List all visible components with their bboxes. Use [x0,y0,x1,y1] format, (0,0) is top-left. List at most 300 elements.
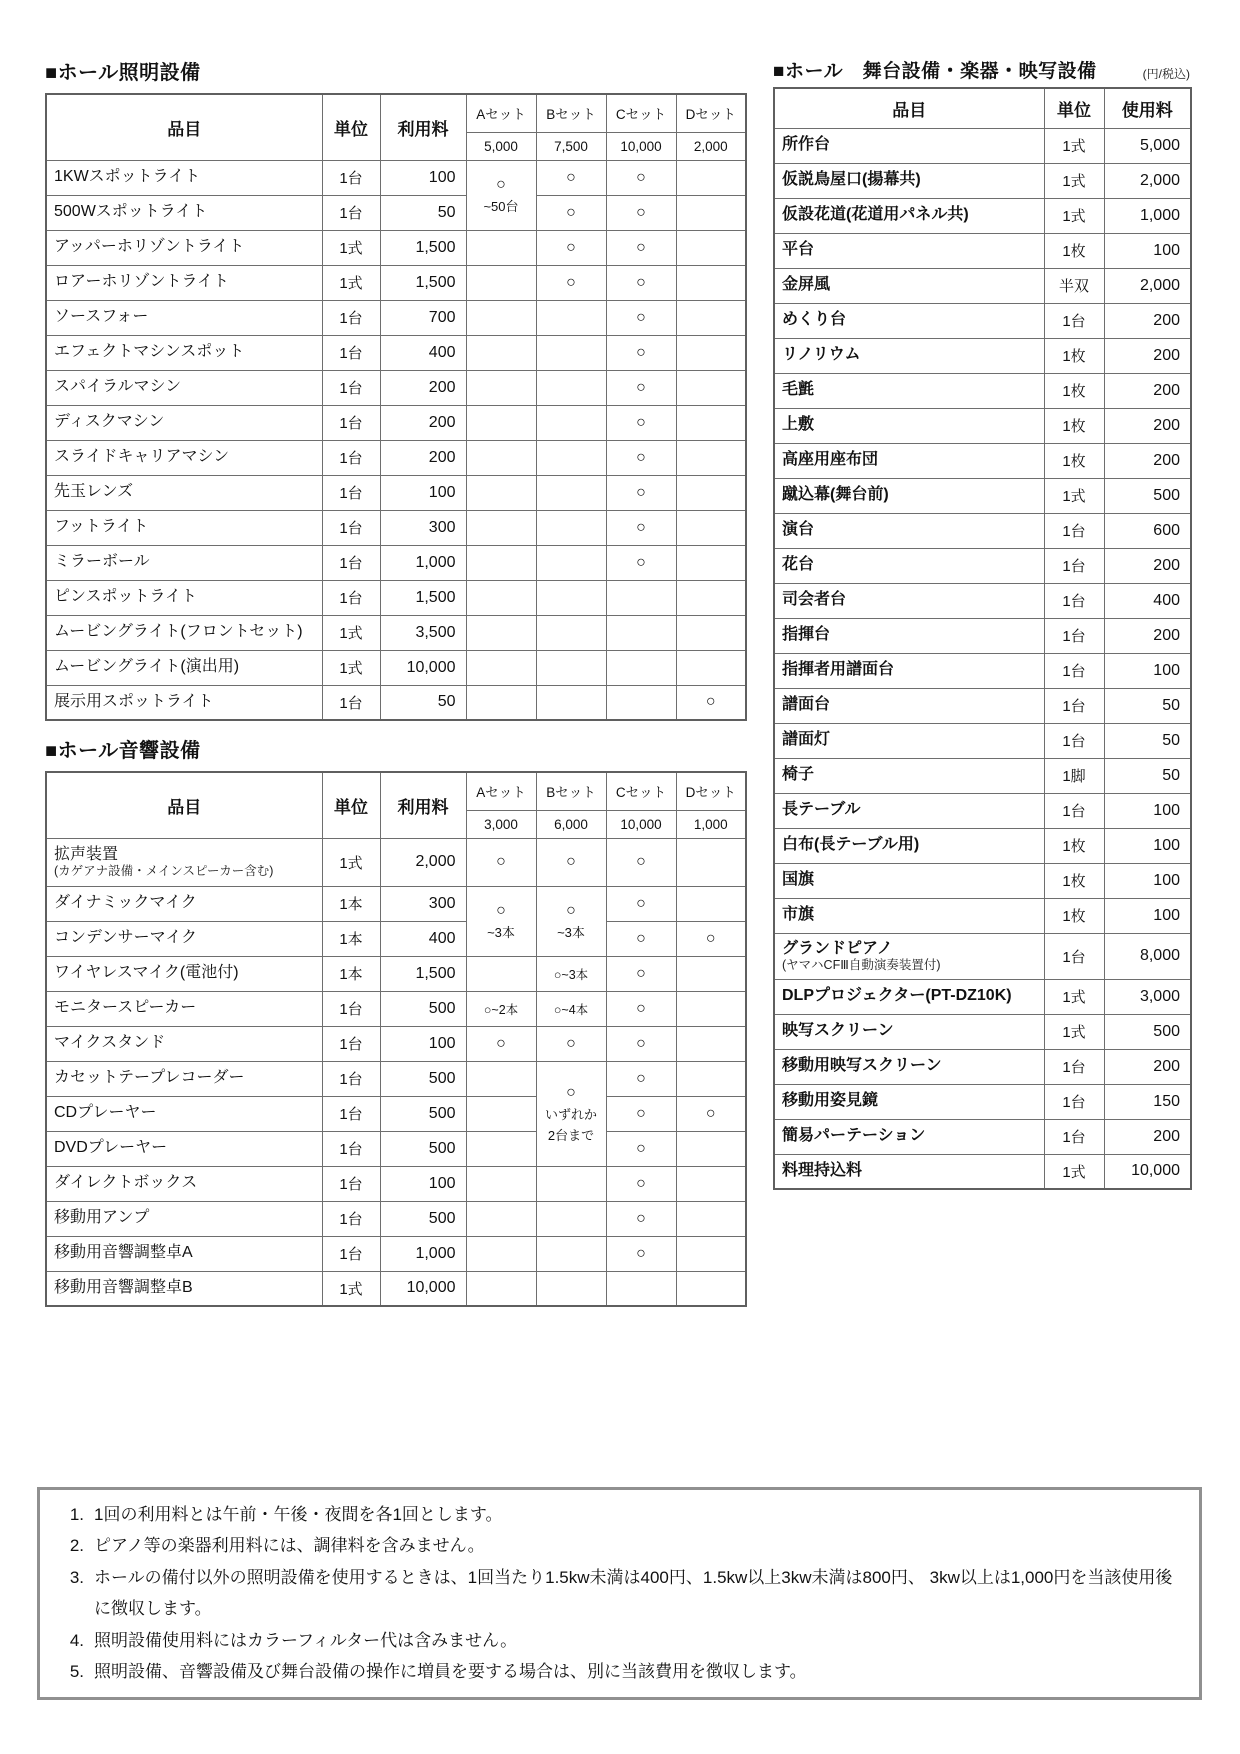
item-subname: (カゲアナ設備・メインスピーカー含む) [54,864,274,878]
circle-mark: ○ [536,1026,606,1061]
table-row [774,163,1191,198]
circle-mark: ○ [606,545,676,580]
set-cell [676,545,746,580]
circle-mark: ○ [466,838,536,886]
table-row [46,265,746,300]
set-cell [466,300,536,335]
table-row [774,443,1191,478]
table-row [46,1201,746,1236]
note-text: ホールの備付以外の照明設備を使用するときは、1回当たり1.5kw未満は400円、1.5kw以上3kw未満は800円、 3kw以上は1,000円を当該使用後に徴収します。 [94,1567,1173,1619]
item-cell [46,405,322,440]
item-cell [46,615,322,650]
set-cell [606,650,676,685]
unit-cell: 1台 [322,440,380,475]
item-cell [46,230,322,265]
set-cell [536,370,606,405]
circle-mark: ○ [496,175,506,193]
set-cell [536,300,606,335]
fee-cell: 50 [1104,758,1191,793]
fee-cell: 500 [380,1061,466,1096]
fee-cell: 100 [380,160,466,195]
item-name: CDプレーヤー [54,1104,157,1122]
item-name: 移動用映写スクリーン [782,1057,942,1075]
set-cell [676,1131,746,1166]
item-cell [774,1119,1044,1154]
item-cell [46,440,322,475]
set-header: Bセット [536,94,606,132]
item-cell [774,979,1044,1014]
fee-cell: 5,000 [1104,128,1191,163]
item-name: 平台 [782,241,815,259]
item-name: ディスクマシン [54,413,165,431]
item-header: 品目 [46,772,322,838]
circle-mark: ○ [536,265,606,300]
item-name: 花台 [782,556,815,574]
unit-cell: 1式 [322,1271,380,1306]
notes-list [54,1499,1181,1688]
item-cell [46,1096,322,1131]
table-row [46,838,746,886]
set-cell [536,440,606,475]
table-row [46,335,746,370]
set-cell [676,440,746,475]
item-cell [774,863,1044,898]
item-name: 譜面台 [782,696,831,714]
unit-cell: 1台 [322,370,380,405]
unit-cell: 1枚 [1044,408,1104,443]
unit-cell: 1台 [322,580,380,615]
unit-cell: 1式 [322,650,380,685]
set-cell [676,1061,746,1096]
item-name: ムービングライト(フロントセット) [54,623,303,641]
fee-cell: 1,000 [380,545,466,580]
unit-cell: 1台 [322,300,380,335]
lighting-table-container [45,93,745,721]
set-cell [676,370,746,405]
unit-cell: 1台 [322,685,380,720]
fee-cell: 1,500 [380,230,466,265]
table-row [774,1084,1191,1119]
circle-mark: ○ [466,1026,536,1061]
item-cell [46,956,322,991]
unit-cell: 1式 [1044,163,1104,198]
note-number: 3. [69,1567,84,1587]
circle-mark: ○ [606,1166,676,1201]
item-header: 品目 [46,94,322,160]
table-row [46,921,746,956]
fee-cell: 500 [380,991,466,1026]
item-name: 仮説鳥屋口(揚幕共) [782,171,921,189]
item-name: ミラーボール [54,553,150,571]
item-cell [46,1201,322,1236]
table-row [774,688,1191,723]
item-cell [774,303,1044,338]
note-number: 1. [69,1505,84,1524]
fee-cell: 500 [380,1096,466,1131]
header-row [774,88,1191,128]
item-cell [46,886,322,921]
set-cell [676,1271,746,1306]
fee-cell: 100 [1104,233,1191,268]
set-header: Bセット [536,772,606,810]
item-name: 指揮者用譜面台 [782,661,895,679]
set-header: Dセット [676,94,746,132]
unit-cell: 1式 [1044,478,1104,513]
item-name: 拡声装置 [54,845,119,863]
fee-cell: 100 [1104,793,1191,828]
fee-cell: 500 [1104,1014,1191,1049]
circle-mark: ○ [536,195,606,230]
circle-mark: ○ [676,921,746,956]
note-item [54,1499,1181,1530]
circle-mark: ○ [496,901,506,919]
set-cell [676,956,746,991]
header-row [46,94,746,132]
item-cell [774,373,1044,408]
set-price: 7,500 [536,132,606,160]
table-row [46,475,746,510]
set-cell [466,1271,536,1306]
item-name: コンデンサーマイク [54,929,198,947]
item-name: エフェクトマシンスポット [54,343,245,361]
item-cell [774,478,1044,513]
table-row [774,618,1191,653]
item-cell [46,921,322,956]
item-cell [46,370,322,405]
fee-cell: 150 [1104,1084,1191,1119]
circle-mark: ○ [606,300,676,335]
fee-cell: 500 [1104,478,1191,513]
unit-cell: 1台 [1044,618,1104,653]
item-name: 展示用スポットライト [54,693,214,711]
item-cell [46,1166,322,1201]
fee-cell: 1,500 [380,580,466,615]
unit-cell: 1式 [322,265,380,300]
unit-cell: 1式 [1044,1014,1104,1049]
fee-cell: 400 [380,335,466,370]
table-row [46,886,746,921]
item-name: ダイナミックマイク [54,894,197,912]
unit-cell: 1本 [322,956,380,991]
table-row [46,160,746,195]
set-cell [466,685,536,720]
item-cell [46,265,322,300]
set-cell [466,160,536,230]
item-name: マイクスタンド [54,1034,166,1052]
table-row [46,510,746,545]
item-name: 上敷 [782,416,815,434]
fee-cell: 200 [1104,548,1191,583]
fee-cell: 300 [380,886,466,921]
item-name: リノリウム [782,346,861,364]
circle-mark: ○ [606,440,676,475]
table-row [46,615,746,650]
fee-cell: 100 [1104,863,1191,898]
fee-cell: 2,000 [1104,268,1191,303]
circle-mark: ○ [606,265,676,300]
fee-cell: 200 [380,405,466,440]
set-note: ~3本 [557,924,585,940]
circle-mark: ○ [676,1096,746,1131]
table-row [46,991,746,1026]
set-note: ~50台 [483,198,519,214]
set-cell [466,405,536,440]
item-name: 仮設花道(花道用パネル共) [782,206,969,224]
item-cell [774,443,1044,478]
circle-mark: ○ [606,475,676,510]
unit-cell: 1台 [1044,723,1104,758]
fee-cell: 2,000 [1104,163,1191,198]
item-cell [774,618,1044,653]
table-row [774,828,1191,863]
item-name: スライドキャリアマシン [54,448,230,466]
unit-cell: 1台 [322,1026,380,1061]
unit-cell: 1台 [1044,1049,1104,1084]
table-row [46,545,746,580]
table-row [46,956,746,991]
fee-cell: 100 [1104,828,1191,863]
tax-included-note: (円/税込) [1142,67,1190,81]
table-row [46,1131,746,1166]
circle-mark: ○ [536,160,606,195]
table-row [46,195,746,230]
item-name: アッパーホリゾントライト [54,238,245,256]
fee-cell: 100 [380,1026,466,1061]
item-cell [46,838,322,886]
item-name: ダイレクトボックス [54,1174,198,1192]
circle-mark: ○ [606,886,676,921]
table-row [46,405,746,440]
set-cell [466,886,536,956]
stage-equipment-table [773,87,1192,1190]
set-cell [676,510,746,545]
set-price: 6,000 [536,810,606,838]
circle-mark: ○ [606,405,676,440]
sound-section-title: ■ホール音響設備 [45,740,201,762]
unit-cell: 1本 [322,921,380,956]
note-item [54,1562,1181,1625]
table-row [774,898,1191,933]
fee-cell: 400 [380,921,466,956]
item-cell [774,338,1044,373]
unit-cell: 1枚 [1044,863,1104,898]
item-cell [774,1014,1044,1049]
set-cell [536,1271,606,1306]
fee-cell: 1,500 [380,956,466,991]
set-cell [606,1271,676,1306]
item-name: 移動用姿見鏡 [782,1092,879,1110]
set-cell [466,475,536,510]
item-name: DLPプロジェクター(PT-DZ10K) [782,987,1012,1005]
item-name: めくり台 [782,311,847,329]
item-name: 演台 [782,521,815,539]
set-cell [676,1236,746,1271]
item-cell [774,1084,1044,1119]
item-cell [774,793,1044,828]
circle-mark: ○ [606,195,676,230]
unit-cell: 1台 [322,405,380,440]
table-row [774,338,1191,373]
item-name: DVDプレーヤー [54,1139,168,1157]
unit-cell: 1台 [1044,688,1104,723]
table-row [46,230,746,265]
table-row [774,1154,1191,1189]
unit-cell: 1台 [322,1166,380,1201]
fee-cell: 200 [380,370,466,405]
circle-mark: ○ [606,1236,676,1271]
item-cell [46,195,322,230]
set-cell [466,1131,536,1166]
set-cell [466,1096,536,1131]
set-price: 5,000 [466,132,536,160]
unit-cell: 1台 [322,160,380,195]
fee-cell: 2,000 [380,838,466,886]
item-name: ムービングライト(演出用) [54,658,240,676]
unit-cell: 1枚 [1044,443,1104,478]
fee-cell: 200 [1104,443,1191,478]
note-text: 照明設備使用料にはカラーフィルター代は含みません。 [94,1630,518,1650]
fee-cell: 3,500 [380,615,466,650]
item-cell [46,1026,322,1061]
item-name: ワイヤレスマイク(電池付) [54,964,239,982]
table-row [774,513,1191,548]
set-cell [676,160,746,195]
item-name: 椅子 [782,766,815,784]
set-cell [676,580,746,615]
right-column [773,56,1190,1190]
fee-cell: 400 [1104,583,1191,618]
item-name: 所作台 [782,136,831,154]
item-name: 移動用アンプ [54,1209,150,1227]
lighting-section-title: ■ホール照明設備 [45,62,201,84]
item-name: 譜面灯 [782,731,831,749]
table-row [46,685,746,720]
item-cell [774,548,1044,583]
fee-cell: 8,000 [1104,933,1191,979]
unit-cell: 1台 [322,1201,380,1236]
set-header: Dセット [676,772,746,810]
item-cell [774,653,1044,688]
fee-cell: 10,000 [380,1271,466,1306]
table-row [774,1119,1191,1154]
fee-cell: 1,000 [380,1236,466,1271]
fee-cell: 200 [1104,618,1191,653]
unit-cell: 1台 [1044,1084,1104,1119]
item-name: 蹴込幕(舞台前) [782,486,889,504]
set-cell [536,615,606,650]
item-cell [46,685,322,720]
item-cell [774,198,1044,233]
item-cell [774,933,1044,979]
circle-mark: ○ [606,991,676,1026]
circle-mark: ○ [606,921,676,956]
unit-cell: 1式 [322,615,380,650]
table-row [774,548,1191,583]
table-row [774,793,1191,828]
fee-cell: 500 [380,1131,466,1166]
circle-mark: ○ [606,1131,676,1166]
item-name: 簡易パーテーション [782,1127,926,1145]
note-number: 2. [69,1536,84,1556]
table-row [774,1014,1191,1049]
item-name: 移動用音響調整卓A [54,1244,193,1262]
item-name: スパイラルマシン [54,378,182,396]
item-cell [774,233,1044,268]
set-price: 10,000 [606,810,676,838]
note-text: 照明設備、音響設備及び舞台設備の操作に増員を要する場合は、別に当該費用を徴収します。 [94,1662,807,1682]
unit-cell: 1台 [322,1061,380,1096]
unit-cell: 1台 [322,335,380,370]
table-row [46,300,746,335]
unit-cell: 1台 [322,1236,380,1271]
left-column [45,56,745,1307]
item-cell [46,160,322,195]
set-price: 10,000 [606,132,676,160]
set-cell [536,685,606,720]
item-cell [774,723,1044,758]
notes-box [37,1487,1202,1700]
unit-cell: 1枚 [1044,233,1104,268]
item-cell [46,991,322,1026]
note-number: 4. [69,1630,84,1650]
stage-table-container [773,87,1190,1190]
set-cell [536,1166,606,1201]
unit-cell: 1枚 [1044,898,1104,933]
table-row [774,758,1191,793]
table-row [774,1049,1191,1084]
note-text: 1回の利用料とは午前・午後・夜間を各1回とします。 [94,1505,503,1524]
unit-header: 単位 [322,772,380,838]
table-row [46,440,746,475]
table-row [46,1236,746,1271]
item-name: 金屏風 [782,276,831,294]
item-name: ロアーホリゾントライト [54,273,230,291]
table-row [774,128,1191,163]
circle-mark: ○ [606,838,676,886]
set-cell [676,475,746,510]
set-cell [676,300,746,335]
set-cell [466,1236,536,1271]
table-row [774,268,1191,303]
circle-mark: ○ [606,1096,676,1131]
set-cell [466,1061,536,1096]
set-cell [676,886,746,921]
fee-cell: 200 [1104,373,1191,408]
circle-mark: ○ [606,1201,676,1236]
fee-cell: 200 [1104,408,1191,443]
set-cell [606,685,676,720]
item-cell [774,1049,1044,1084]
fee-header: 利用料 [380,94,466,160]
item-name: 映写スクリーン [782,1022,894,1040]
item-cell [774,898,1044,933]
circle-mark: ○ [606,1061,676,1096]
set-cell [466,510,536,545]
set-note: ○~3本 [536,956,606,991]
stage-title-row [773,56,1190,83]
set-cell [536,650,606,685]
item-cell [774,828,1044,863]
fee-cell: 500 [380,1201,466,1236]
set-cell [676,230,746,265]
set-price: 2,000 [676,132,746,160]
item-name: 指揮台 [782,626,831,644]
set-cell [536,886,606,956]
unit-cell: 1式 [1044,128,1104,163]
set-cell [676,991,746,1026]
stage-section-title: ■ホール 舞台設備・楽器・映写設備 [773,61,1097,82]
set-price: 1,000 [676,810,746,838]
